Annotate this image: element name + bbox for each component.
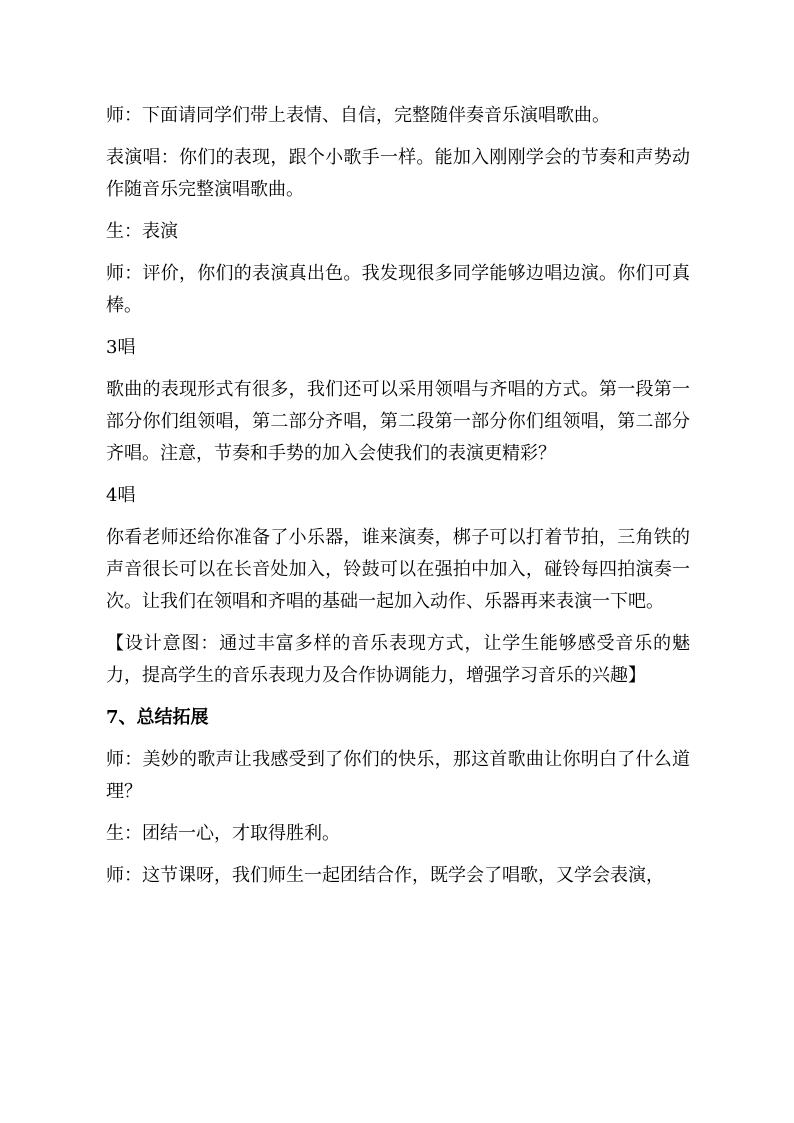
paragraph-teacher-instruction: 师：下面请同学们带上表情、自信，完整随伴奏音乐演唱歌曲。 [106,105,610,126]
section-heading-summary: 7、总结拓展 [106,707,209,728]
paragraph-teacher-closing: 师：这节课呀，我们师生一起团结合作，既学会了唱歌，又学会表演， [106,865,664,886]
document-body [106,100,690,902]
paragraph-design-intent: 【设计意图：通过丰富多样的音乐表现方式，让学生能够感受音乐的魅力，提高学生的音乐表现力及合作协调能力，增强学习音乐的兴趣】 [106,633,690,686]
paragraph-step-4: 4唱 [106,485,136,506]
paragraph-performance-singing: 表演唱：你们的表现，跟个小歌手一样。能加入刚刚学会的节奏和声势动作随音乐完整演唱歌曲。 [106,147,690,200]
paragraph-teacher-evaluation: 师：评价，你们的表演真出色。我发现很多同学能够边唱边演。你们可真棒。 [106,263,690,316]
paragraph-student-answer: 生：团结一心，才取得胜利。 [106,823,340,844]
paragraph-step-3: 3唱 [106,337,136,358]
paragraph-lead-and-chorus: 歌曲的表现形式有很多，我们还可以采用领唱与齐唱的方式。第一段第一部分你们组领唱，第二部分齐唱，第二段第一部分你们组领唱，第二部分齐唱。注意，节奏和手势的加入会使我们的表演更精彩？ [106,379,690,464]
paragraph-student-performs: 生：表演 [106,221,178,242]
paragraph-instruments: 你看老师还给你准备了小乐器，谁来演奏，梆子可以打着节拍，三角铁的声音很长可以在长音处加入，铃鼓可以在强拍中加入，碰铃每四拍演奏一次。让我们在领唱和齐唱的基础一起加入动作、乐器再来表演一下吧。 [106,527,690,612]
paragraph-teacher-summary-question: 师：美妙的歌声让我感受到了你们的快乐，那这首歌曲让你明白了什么道理？ [106,749,690,802]
